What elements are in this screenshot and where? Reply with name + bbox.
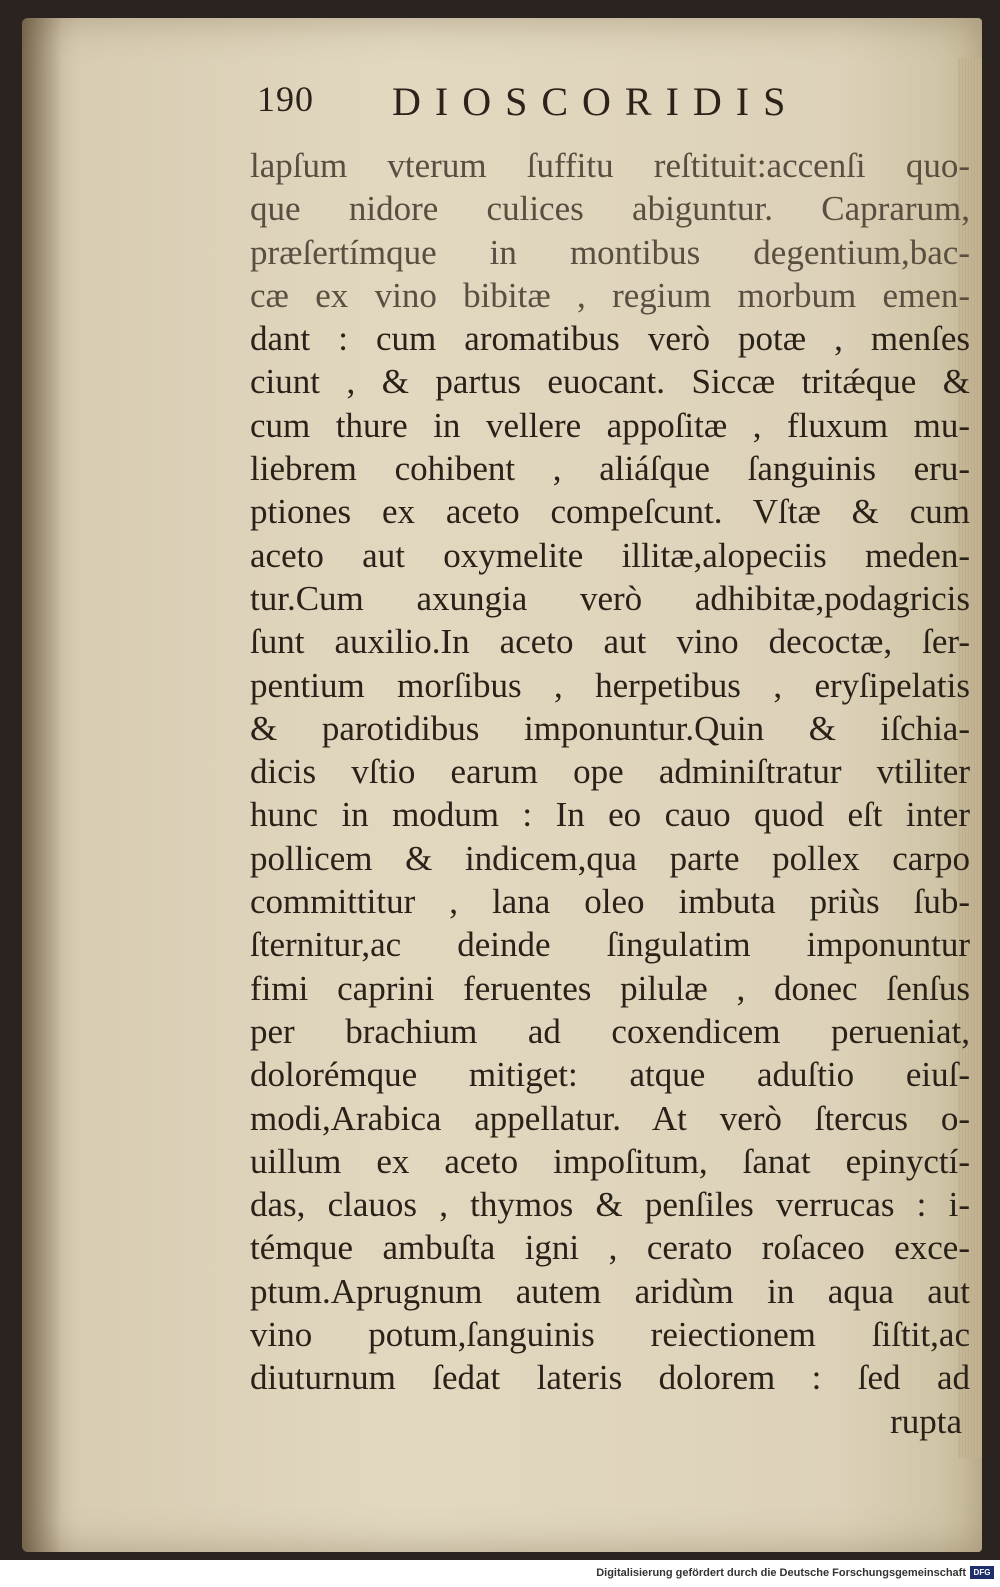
text-line: ſunt auxilio.In aceto aut vino decoctæ, ſer-: [250, 622, 970, 662]
text-line: ptiones ex aceto compeſcunt. Vſtæ & cum: [250, 492, 970, 532]
dfg-logo: DFG: [970, 1566, 994, 1579]
text-line: & parotidibus imponuntur.Quin & iſchia-: [250, 708, 970, 748]
text-line: dant : cum aromatibus verò potæ , menſes: [250, 319, 970, 359]
text-line: dolorémque mitiget: atque aduſtio eiuſ-: [250, 1055, 970, 1095]
text-line: témque ambuſta igni , cerato roſaceo exce-: [250, 1228, 970, 1268]
book-page: [22, 18, 982, 1552]
text-line: pentium morſibus , herpetibus , eryſipelatis: [250, 665, 970, 705]
text-line: præſertímque in montibus degentium,bac-: [250, 232, 970, 272]
digitization-credit: Digitalisierung gefördert durch die Deutsche Forschungsgemeinschaft: [596, 1567, 966, 1579]
spine-shadow: [22, 18, 62, 1552]
text-line: fimi caprini feruentes pilulæ , donec ſenſus: [250, 968, 970, 1008]
text-line: diuturnum ſedat lateris dolorem : ſed ad: [250, 1358, 970, 1398]
body-text: [250, 144, 970, 1443]
text-line: modi,Arabica appellatur. At verò ſtercus o-: [250, 1098, 970, 1138]
text-line: uillum ex aceto impoſitum, ſanat epinyctí-: [250, 1141, 970, 1181]
page-header: [257, 78, 857, 128]
text-line: vino potum,ſanguinis reiectionem ſiſtit,ac: [250, 1315, 970, 1355]
text-line: aceto aut oxymelite illitæ,alopeciis meden-: [250, 535, 970, 575]
footer-bar: [0, 1560, 1000, 1587]
text-line: ptum.Aprugnum autem aridùm in aqua aut: [250, 1271, 970, 1311]
page-number: 190: [257, 79, 314, 119]
text-line: ciunt , & partus euocant. Siccæ tritǽque &: [250, 362, 970, 402]
catchword: rupta: [890, 1401, 962, 1441]
text-line: lapſum vterum ſuffitu reſtituit:accenſi quo-: [250, 146, 970, 185]
text-line: pollicem & indicem,qua parte pollex carpo: [250, 838, 970, 878]
text-line: hunc in modum : In eo cauo quod eſt inter: [250, 795, 970, 835]
text-line: cum thure in vellere appoſitæ , fluxum mu-: [250, 405, 970, 445]
text-line: dicis vſtio earum ope adminiſtratur vtiliter: [250, 752, 970, 792]
running-head: DIOSCORIDIS: [392, 79, 800, 124]
text-line: cæ ex vino bibitæ , regium morbum emen-: [250, 275, 970, 315]
text-line: tur.Cum axungia verò adhibitæ,podagricis: [250, 578, 970, 618]
text-line: committitur , lana oleo imbuta priùs ſub-: [250, 882, 970, 922]
text-line: ſternitur,ac deinde ſingulatim imponuntur: [250, 925, 970, 965]
text-line: per brachium ad coxendicem perueniat,: [250, 1011, 970, 1051]
text-line: liebrem cohibent , aliáſque ſanguinis eru-: [250, 449, 970, 489]
text-line: das, clauos , thymos & penſiles verrucas : i-: [250, 1185, 970, 1225]
text-line: que nidore culices abiguntur. Caprarum,: [250, 189, 970, 229]
